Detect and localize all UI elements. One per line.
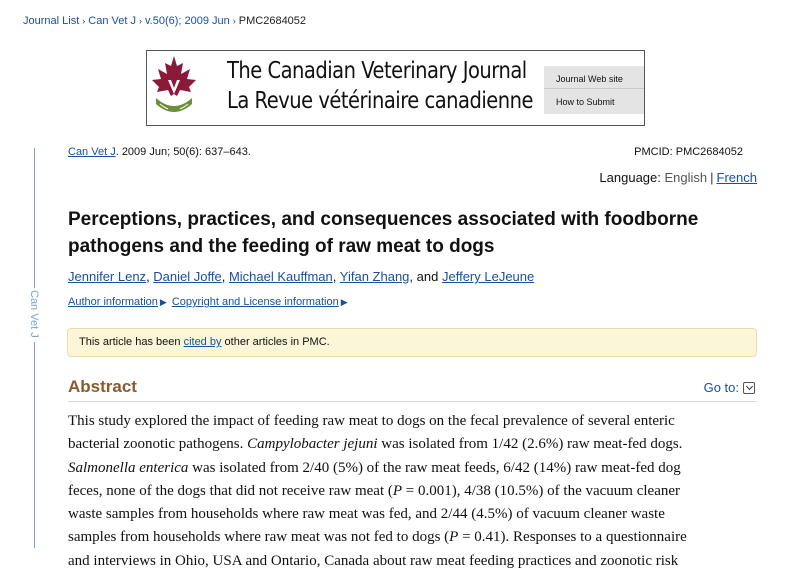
abstract-line [68, 433, 758, 456]
breadcrumb-separator-icon: › [232, 16, 236, 26]
abstract-line [68, 410, 758, 433]
article-meta-links [68, 296, 353, 308]
abstract-text: samples from households where raw meat was not fed to dogs ( [68, 529, 450, 546]
abstract-text: feces, none of the dogs that did not receive raw meat ( [68, 482, 393, 499]
breadcrumb-separator-icon: › [82, 16, 86, 26]
author-link[interactable]: Jennifer Lenz [68, 269, 147, 284]
author-conjunction: and [416, 269, 439, 284]
language-switcher [599, 170, 757, 185]
notice-prefix: This article has been [79, 336, 181, 348]
breadcrumb [23, 15, 306, 27]
abstract-body [68, 410, 758, 573]
abstract-divider [68, 401, 757, 402]
expand-triangle-icon[interactable]: ▶ [340, 297, 348, 307]
side-journal-tab-label: Can Vet J [28, 290, 40, 338]
banner-title [227, 55, 533, 115]
go-to-label: Go to: [703, 380, 739, 395]
breadcrumb-journal-list[interactable]: Journal List [23, 15, 80, 27]
abstract-italic-text: P [392, 482, 403, 499]
breadcrumb-current: PMC2684052 [238, 15, 307, 27]
language-current: English [664, 170, 708, 185]
author-separator: , [409, 269, 417, 284]
language-label: Language: [599, 170, 661, 185]
journal-banner [146, 50, 645, 126]
abstract-text: = 0.001), 4/38 (10.5%) of the vacuum cleaner [402, 482, 681, 499]
breadcrumb-issue[interactable]: v.50(6); 2009 Jun [144, 15, 230, 27]
abstract-text: bacterial zoonotic pathogens. [68, 436, 248, 453]
language-french-link[interactable]: French [716, 170, 757, 185]
expand-triangle-icon[interactable]: ▶ [159, 297, 167, 307]
author-link[interactable]: Michael Kauffman [228, 269, 333, 284]
breadcrumb-can-vet-j[interactable]: Can Vet J [88, 15, 136, 27]
abstract-text: and interviews in Ohio, USA and Ontario, Canada about raw meat feeding practices and zoonotic risk [68, 552, 679, 569]
notice-suffix: other articles in PMC. [224, 336, 330, 348]
abstract-text: This study explored the impact of feeding raw meat to dogs on the fecal prevalence of several enteric [68, 413, 675, 429]
author-separator: , [146, 269, 154, 284]
go-to-menu[interactable] [704, 380, 755, 395]
breadcrumb-separator-icon: › [138, 16, 142, 26]
banner-side-links [544, 66, 644, 114]
cited-by-link[interactable]: cited by [183, 336, 222, 348]
abstract-heading: Abstract [68, 377, 137, 396]
author-link[interactable]: Yifan Zhang [339, 269, 410, 284]
abstract-text: was isolated from 1/42 (2.6%) raw meat-fed dogs. [377, 436, 683, 453]
cvma-maple-leaf-logo [150, 54, 198, 120]
language-divider: | [710, 170, 714, 185]
journal-web-site-button[interactable]: Journal Web site [544, 69, 644, 89]
abstract-line [68, 480, 758, 503]
how-to-submit-button[interactable]: How to Submit [556, 97, 615, 107]
abstract-italic-text: Campylobacter jejuni [247, 436, 378, 453]
cited-by-notice [67, 328, 757, 357]
abstract-text: waste samples from households where raw meat was fed, and 2/44 (4.5%) of vacuum cleaner waste [68, 506, 665, 523]
citation-journal-link[interactable]: Can Vet J [68, 146, 116, 158]
author-information-link[interactable]: Author information [68, 296, 158, 308]
abstract-italic-text: P [449, 529, 459, 546]
pmcid: PMCID: PMC2684052 [634, 146, 743, 158]
article-title: Perceptions, practices, and consequences associated with foodborne pathogens and the feeding of raw meat to dogs [68, 209, 699, 257]
copyright-license-link[interactable]: Copyright and License information [171, 296, 339, 308]
chevron-down-icon[interactable] [743, 382, 755, 394]
abstract-line [68, 526, 758, 549]
abstract-text: = 0.41). Responses to a questionnaire [458, 529, 687, 546]
citation-details: . 2009 Jun; 50(6): 637–643. [115, 146, 251, 158]
abstract-italic-text: Salmonella enterica [68, 459, 189, 476]
author-list [68, 269, 534, 284]
side-journal-tab[interactable] [26, 288, 43, 342]
banner-title-en: The Canadian Veterinary Journal [227, 56, 527, 84]
citation [68, 146, 251, 158]
abstract-text: was isolated from 2/40 (5%) of the raw meat feeds, 6/42 (14%) raw meat-fed dog [188, 459, 681, 476]
author-separator: , [332, 269, 340, 284]
abstract-line [68, 550, 758, 573]
banner-title-fr: La Revue vétérinaire canadienne [227, 86, 534, 114]
abstract-line [68, 457, 758, 480]
abstract-line [68, 503, 758, 526]
author-link[interactable]: Jeffery LeJeune [441, 269, 535, 284]
author-separator: , [221, 269, 229, 284]
author-link[interactable]: Daniel Joffe [153, 269, 222, 284]
side-rule [34, 148, 35, 548]
